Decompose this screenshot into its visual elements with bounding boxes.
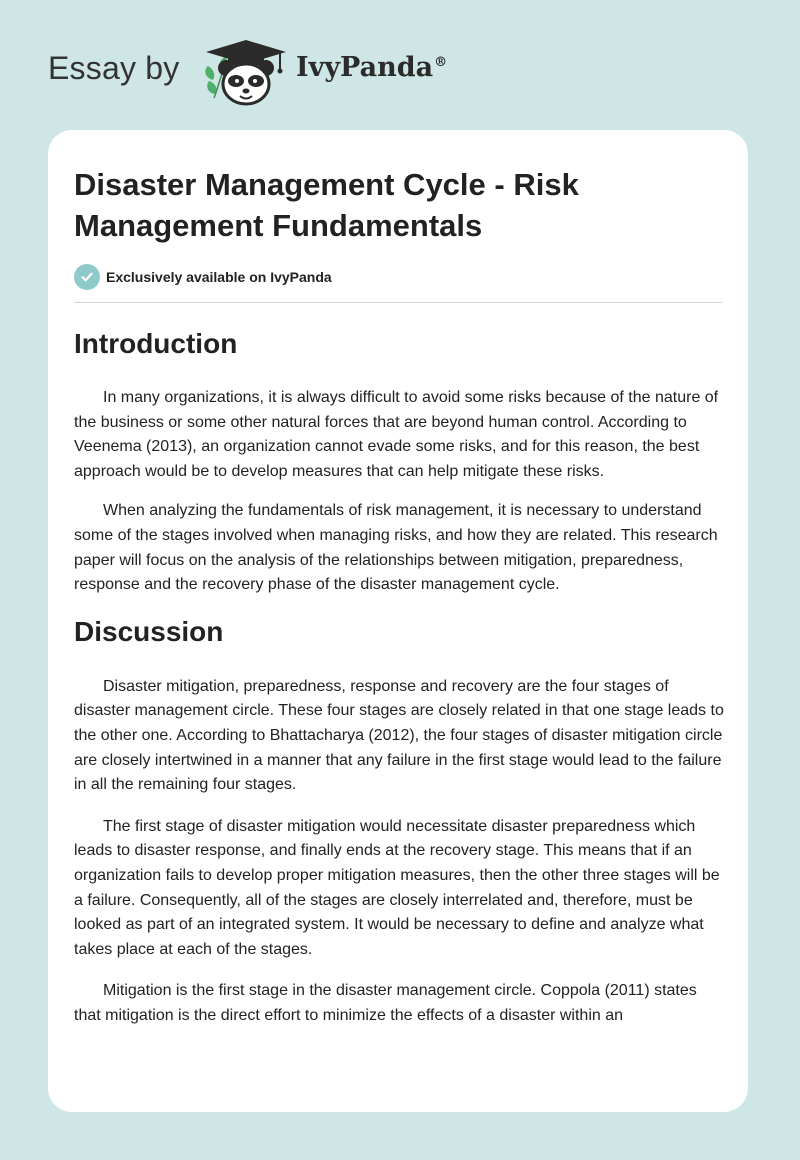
page-title: Disaster Management Cycle - Risk Management Fundamentals (74, 167, 579, 243)
site-header (0, 0, 800, 130)
paragraph: Mitigation is the first stage in the disaster management circle. Coppola (2011) states that mitigation is the direct effort to minimize the effects of a disaster within an (74, 982, 697, 1024)
paragraph: The first stage of disaster mitigation would necessitate disaster preparedness which leads to disaster response, and finally ends at the recovery stage. This means that if an organization fails to develop proper mitigation measures, then the other three stages will be a failure. Consequently, all of the stages are closely interrelated and, therefore, must be looked as part of an integrated system. It would be necessary to define and analyze what takes place at each of the stages. (74, 817, 720, 958)
exclusive-badge (74, 264, 332, 290)
section-heading-introduction: Introduction (74, 328, 238, 359)
paragraph: Disaster mitigation, preparedness, response and recovery are the four stages of disaster management circle. These four stages are closely related in that one stage leads to the other one. According to Bhattacharya (2012), the four stages of disaster mitigation circle are closely intertwined in a manner that any failure in the first stage would lead to the failure in all the remaining four stages. (74, 677, 724, 794)
paragraph: In many organizations, it is always difficult to avoid some risks because of the nature of the business or some other natural forces that are beyond human control. According to Veenema (2013), an organization cannot evade some risks, and for this reason, the best approach would be to develop measures that can help mitigate these risks. (74, 389, 719, 480)
section-heading-discussion: Discussion (74, 615, 224, 647)
title-divider (74, 302, 722, 303)
essay-card (48, 130, 748, 1112)
paragraph: When analyzing the fundamentals of risk management, it is necessary to understand some of the stages involved when managing risks, and how they are related. This research paper will focus on the analysis of the relationships between mitigation, preparedness, response and the recovery phase of the disaster management cycle. (74, 502, 718, 594)
essay-by-label: Essay by (48, 50, 180, 86)
check-icon (74, 264, 100, 290)
essay-body (74, 322, 724, 1028)
exclusive-badge-label: Exclusively available on IvyPanda (106, 269, 332, 285)
panda-logo-icon[interactable] (200, 36, 292, 112)
brand-name[interactable]: IvyPanda® (296, 52, 448, 83)
